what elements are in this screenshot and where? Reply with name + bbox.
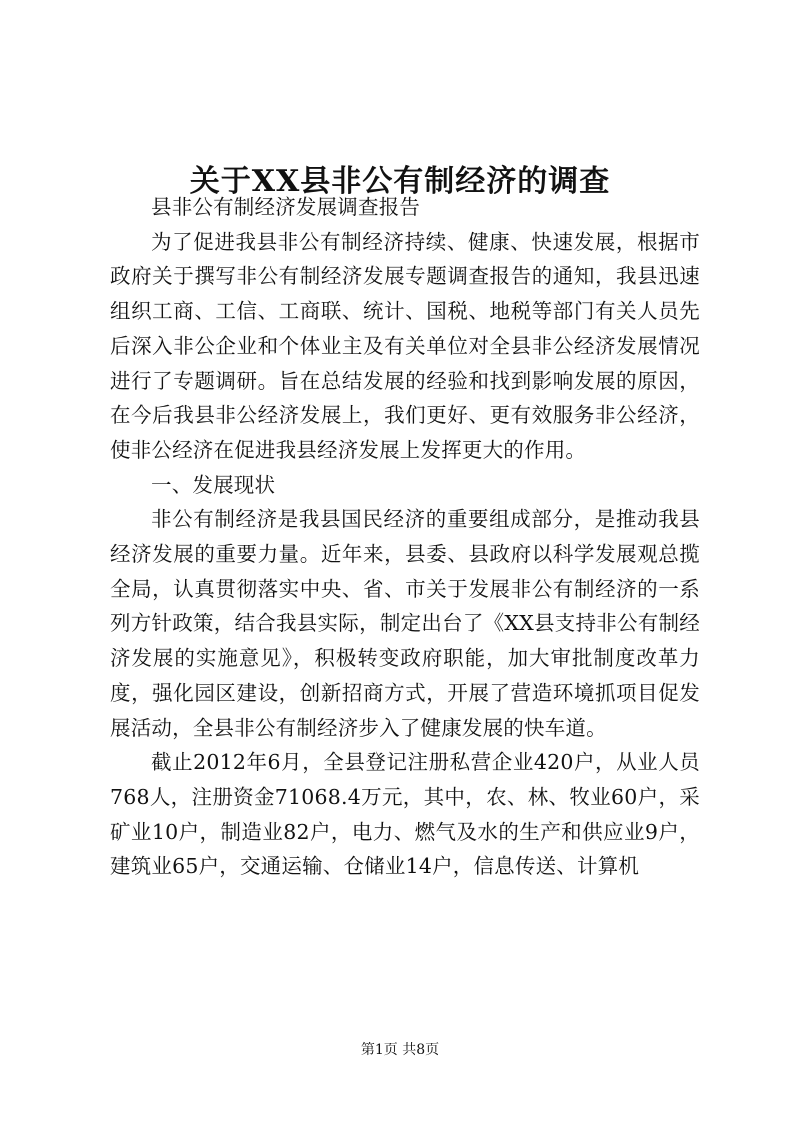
document-body [110,190,700,884]
section-heading: 一、发展现状 [151,472,276,497]
subtitle-paragraph: 县非公有制经济发展调查报告 [151,195,421,219]
statistics-paragraph: 截止2012年6月，全县登记注册私营企业420户，从业人员768人，注册资金71068.4万元，其中，农、林、牧业60户，采矿业10户，制造业82户，电力、燃气及水的生产和供应业9户，建筑业65户，交通运输、仓储业14户，信息传送、计算机 [110,750,700,879]
status-paragraph: 非公有制经济是我县国民经济的重要组成部分，是推动我县经济发展的重要力量。近年来，县委、县政府以科学发展观总揽全局，认真贯彻落实中央、省、市关于发展非公有制经济的一系列方针政策，结合我县实际，制定出台了《XX县支持非公有制经济发展的实施意见》，积极转变政府职能，加大审批制度改革力度，强化园区建设，创新招商方式，开展了营造环境抓项目促发展活动，全县非公有制经济步入了健康发展的快车道。 [110,507,700,740]
page-number-footer: 第1页 共8页 [360,1042,440,1058]
intro-paragraph: 为了促进我县非公有制经济持续、健康、快速发展，根据市政府关于撰写非公有制经济发展专题调查报告的通知，我县迅速组织工商、工信、工商联、统计、国税、地税等部门有关人员先后深入非公企业和个体业主及有关单位对全县非公经济发展情况进行了专题调研。旨在总结发展的经验和找到影响发展的原因，在今后我县非公经济发展上，我们更好、更有效服务非公经济，使非公经济在促进我县经济发展上发挥更大的作用。 [110,229,700,462]
document-title: 关于XX县非公有制经济的调查 [189,164,611,200]
